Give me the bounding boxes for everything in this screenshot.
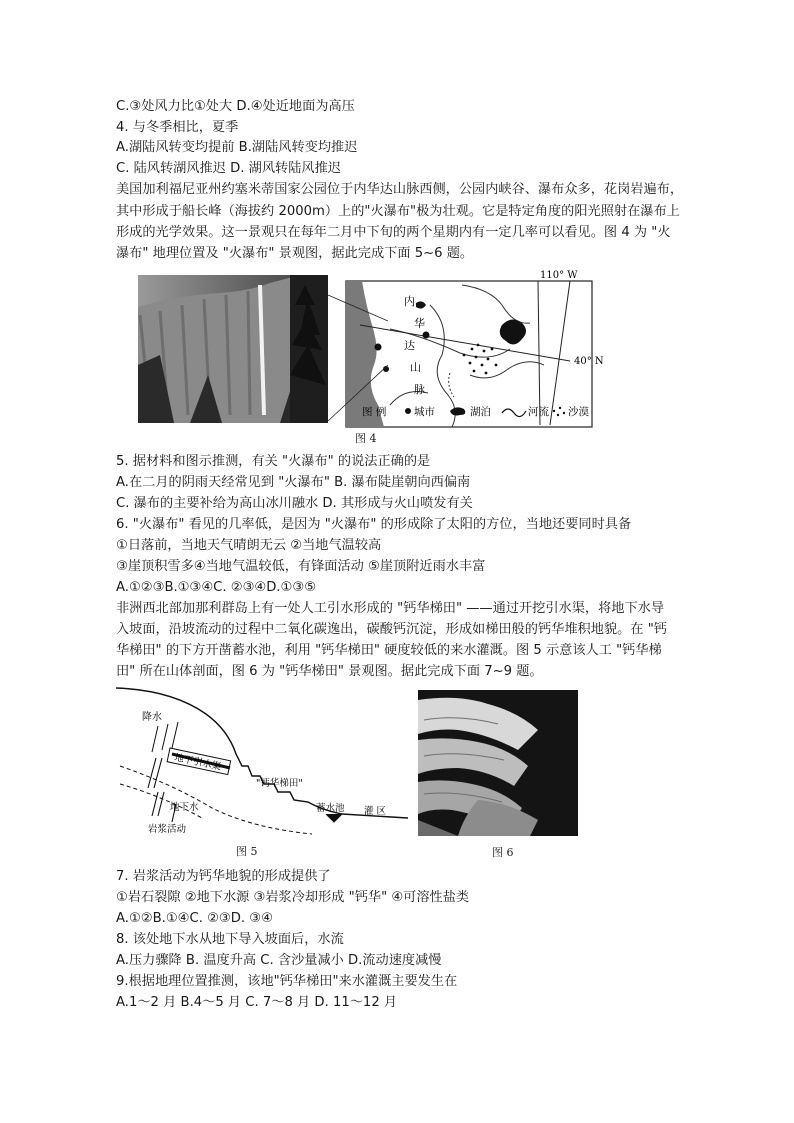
passage-2-line-4: 田" 所在山体剖面，图 6 为 "钙华梯田" 景观图。据此完成下面 7~9 题。 bbox=[116, 664, 543, 679]
question-4-options-cd: C. 陆风转湖风推迟 D. 湖风转陆风推迟 bbox=[116, 161, 341, 176]
question-8-options: A.压力骤降 B. 温度升高 C. 含沙量减小 D.流动速度减慢 bbox=[116, 953, 442, 968]
pool-marker bbox=[326, 814, 342, 822]
firefall-photo bbox=[138, 275, 328, 423]
passage-1-line-2: 其中形成于船长峰（海拔约 2000m）上的"火瀑布"极为壮观。它是特定角度的阳光照射在瀑布上 bbox=[116, 204, 680, 219]
legend-desert: 沙漠 bbox=[568, 406, 589, 418]
figure-5 bbox=[112, 684, 412, 862]
question-6-options: A.①②③B.①③④C. ②③④D.①③⑤ bbox=[116, 580, 317, 595]
range-char-5: 脉 bbox=[414, 383, 425, 396]
rain-arrows bbox=[152, 722, 178, 752]
magma-label: 岩浆活动 bbox=[148, 824, 187, 835]
latitude-label: 40° N bbox=[574, 356, 604, 367]
question-7-options: A.①②B.①④C. ②③D. ③④ bbox=[116, 911, 273, 926]
slope-profile bbox=[116, 688, 408, 818]
rain-label: 降水 bbox=[142, 712, 162, 723]
range-char-4: 山 bbox=[410, 361, 421, 374]
question-5-stem: 5. 据材料和图示推测，有关 "火瀑布" 的说法正确的是 bbox=[116, 454, 431, 469]
question-4-options-ab: A.湖陆风转变均提前 B.湖陆风转变均推迟 bbox=[116, 140, 358, 155]
question-5-options-ab: A.在二月的阴雨天经常见到 "火瀑布" B. 瀑布陡崖朝向西偏南 bbox=[116, 475, 471, 490]
legend-city: 城市 bbox=[414, 406, 435, 418]
q3-options-cd: C.③处风力比①处大 D.④处近地面为高压 bbox=[116, 99, 355, 114]
location-map bbox=[328, 270, 604, 427]
question-7-items: ①岩石裂隙 ②地下水源 ③岩浆冷却形成 "钙华" ④可溶性盐类 bbox=[116, 890, 470, 905]
question-4-stem: 4. 与冬季相比，夏季 bbox=[116, 120, 239, 135]
passage-1-line-1: 美国加利福尼亚州约塞米蒂国家公园位于内华达山脉西侧，公园内峡谷、瀑布众多，花岗岩遍布， bbox=[116, 182, 684, 197]
legend-lake: 湖泊 bbox=[470, 406, 491, 418]
question-6-stem: 6. "火瀑布" 看见的几率低，是因为 "火瀑布" 的形成除了太阳的方位，当地还要同时具备 bbox=[116, 517, 632, 532]
question-7-stem: 7. 岩浆活动为钙华地貌的形成提供了 bbox=[116, 869, 331, 884]
terrace-label: "钙华梯田" bbox=[256, 778, 303, 789]
figure-5-caption: 图 5 bbox=[236, 845, 258, 858]
question-9-stem: 9.根据地理位置推测，该地"钙华梯田"来水灌溉主要发生在 bbox=[116, 974, 458, 989]
legend-title: 图 例 bbox=[362, 406, 387, 418]
passage-1-line-3: 形成的光学效果。这一景观只在每年二月中下旬的两个星期内有一定几率可以看见。图 4 为 "火 bbox=[116, 225, 671, 240]
question-8-stem: 8. 该处地下水从地下导入坡面后，水流 bbox=[116, 932, 344, 947]
range-char-1: 内 bbox=[404, 295, 415, 308]
city-legend-icon bbox=[405, 408, 411, 414]
legend-river: 河流 bbox=[528, 406, 549, 418]
question-9-options: A.1～2 月 B.4～5 月 C. 7～8 月 D. 11～12 月 bbox=[116, 995, 398, 1010]
figure-6-photo bbox=[418, 690, 578, 836]
question-6-items-2: ③崖顶积雪多④当地气温较低，有锋面活动 ⑤崖顶附近雨水丰富 bbox=[116, 559, 486, 574]
pool-label: 蓄水池 bbox=[316, 803, 345, 814]
question-6-items-1: ①日落前，当地天气晴朗无云 ②当地气温较高 bbox=[116, 538, 382, 553]
figure-4-caption: 图 4 bbox=[355, 432, 377, 445]
passage-1-line-4: 瀑布" 地理位置及 "火瀑布" 景观图，据此完成下面 5~6 题。 bbox=[116, 246, 474, 261]
groundwater-label: 地下水 bbox=[170, 802, 199, 813]
longitude-label: 110° W bbox=[540, 270, 578, 281]
channel-label: 地下引水渠 bbox=[173, 752, 223, 773]
irrigation-label: 灌 区 bbox=[364, 806, 387, 817]
question-5-options-cd: C. 瀑布的主要补给为高山冰川融水 D. 其形成与火山喷发有关 bbox=[116, 496, 473, 511]
figure-4 bbox=[130, 265, 614, 447]
range-char-3: 达 bbox=[404, 339, 415, 352]
passage-2-line-3: 华梯田" 的下方开凿蓄水池，利用 "钙华梯田" 硬度较低的来水灌溉。图 5 示意该人工 "钙华梯 bbox=[116, 643, 662, 658]
passage-2-line-1: 非洲西北部加那利群岛上有一处人工引水形成的 "钙华梯田" ——通过开挖引水渠，将地下水导 bbox=[116, 601, 665, 616]
passage-2-line-2: 入坡面，沿坡流动的过程中二氧化碳逸出，碳酸钙沉淀，形成如梯田般的钙华堆积地貌。在 "钙 bbox=[116, 622, 667, 637]
figure-6-caption: 图 6 bbox=[492, 846, 514, 859]
range-char-2: 华 bbox=[414, 317, 425, 330]
